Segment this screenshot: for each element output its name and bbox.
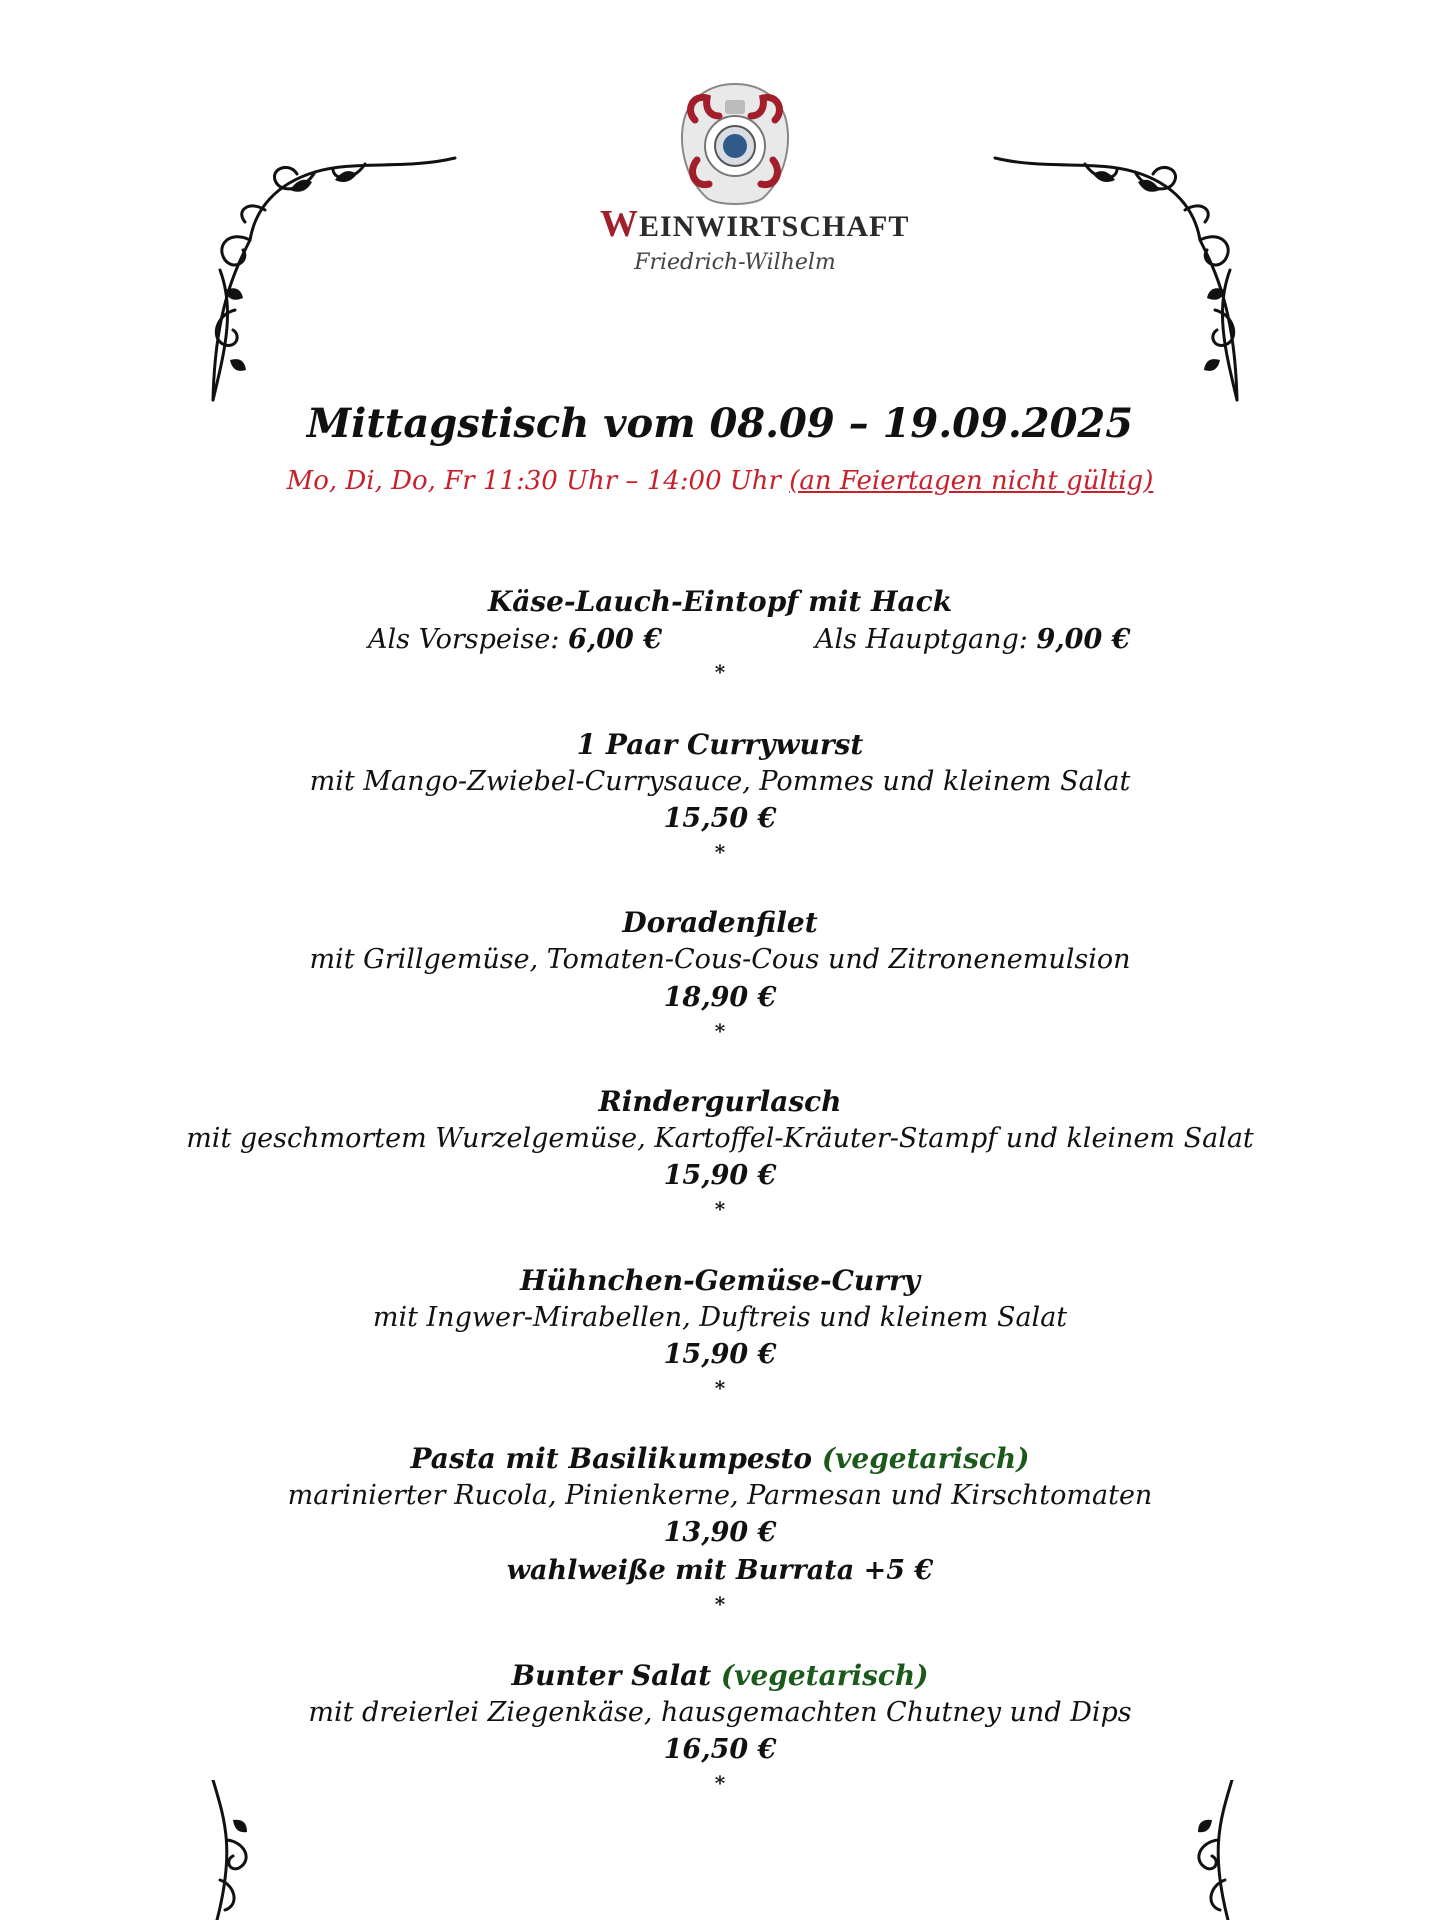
separator-star: * (714, 1019, 726, 1043)
starter-price: 6,00 € (568, 624, 662, 655)
brand-subtitle: Friedrich-Wilhelm (634, 250, 836, 275)
dish-name: Bunter Salat (511, 1659, 712, 1692)
brand-name: WEINWIRTSCHAFT (600, 203, 910, 245)
starter-price-line (368, 624, 662, 655)
dish-name-line (0, 1659, 1440, 1692)
restaurant-logo (600, 70, 910, 285)
dish-name: Rindergurlasch (598, 1085, 842, 1118)
main-price-line (815, 624, 1130, 655)
dish-price: 13,90 € (663, 1517, 777, 1548)
corner-ornament-top-right (985, 150, 1245, 410)
dish-description: mit Mango-Zwiebel-Currysauce, Pommes und kleinem Salat (309, 766, 1131, 797)
dish-description: mit Ingwer-Mirabellen, Duftreis und kleinem Salat (372, 1302, 1068, 1333)
dish-price: 15,50 € (663, 803, 777, 834)
separator-star: * (714, 1376, 726, 1400)
dish-price: 15,90 € (663, 1339, 777, 1370)
dish-name: 1 Paar Currywurst (576, 728, 864, 761)
main-price: 9,00 € (1036, 624, 1131, 655)
separator-star: * (714, 840, 726, 864)
dish-price: 16,50 € (663, 1734, 777, 1765)
opening-hours (0, 466, 1440, 496)
dish-description: mit geschmortem Wurzelgemüse, Kartoffel-Kräuter-Stampf und kleinem Salat (186, 1123, 1254, 1154)
dish-name-line (0, 1442, 1440, 1475)
dish-name: Doradenfilet (622, 906, 818, 939)
dish-name: Pasta mit Basilikumpesto (410, 1442, 813, 1475)
separator-star: * (714, 660, 726, 684)
corner-ornament-bottom-right (1180, 1780, 1240, 1920)
dish-name: Hühnchen-Gemüse-Curry (519, 1264, 921, 1297)
dish-description: mit dreierlei Ziegenkäse, hausgemachten Chutney und Dips (308, 1697, 1132, 1728)
crest-emblem (675, 80, 795, 210)
dish-description: marinierter Rucola, Pinienkerne, Parmesan und Kirschtomaten (287, 1480, 1153, 1511)
dish-price: 15,90 € (663, 1160, 777, 1191)
dish-description: mit Grillgemüse, Tomaten-Cous-Cous und Zitronenemulsion (309, 944, 1131, 975)
holiday-note: (an Feiertagen nicht gültig) (789, 466, 1154, 496)
starter-label: Als Vorspeise: (368, 624, 560, 655)
separator-star: * (714, 1771, 726, 1795)
hours-text: Mo, Di, Do, Fr 11:30 Uhr – 14:00 Uhr (286, 466, 790, 496)
separator-star: * (714, 1592, 726, 1616)
dish-price: 18,90 € (663, 982, 777, 1013)
menu-title: Mittagstisch vom 08.09 – 19.09.2025 (306, 400, 1134, 447)
vegetarian-tag: (vegetarisch) (821, 1442, 1030, 1475)
corner-ornament-bottom-left (205, 1780, 265, 1920)
separator-star: * (714, 1197, 726, 1221)
main-label: Als Hauptgang: (815, 624, 1028, 655)
dish-extra-option: wahlweiße mit Burrata +5 € (506, 1555, 934, 1586)
dish-name: Käse-Lauch-Eintopf mit Hack (487, 585, 953, 618)
corner-ornament-top-left (205, 150, 465, 410)
vegetarian-tag: (vegetarisch) (720, 1659, 929, 1692)
